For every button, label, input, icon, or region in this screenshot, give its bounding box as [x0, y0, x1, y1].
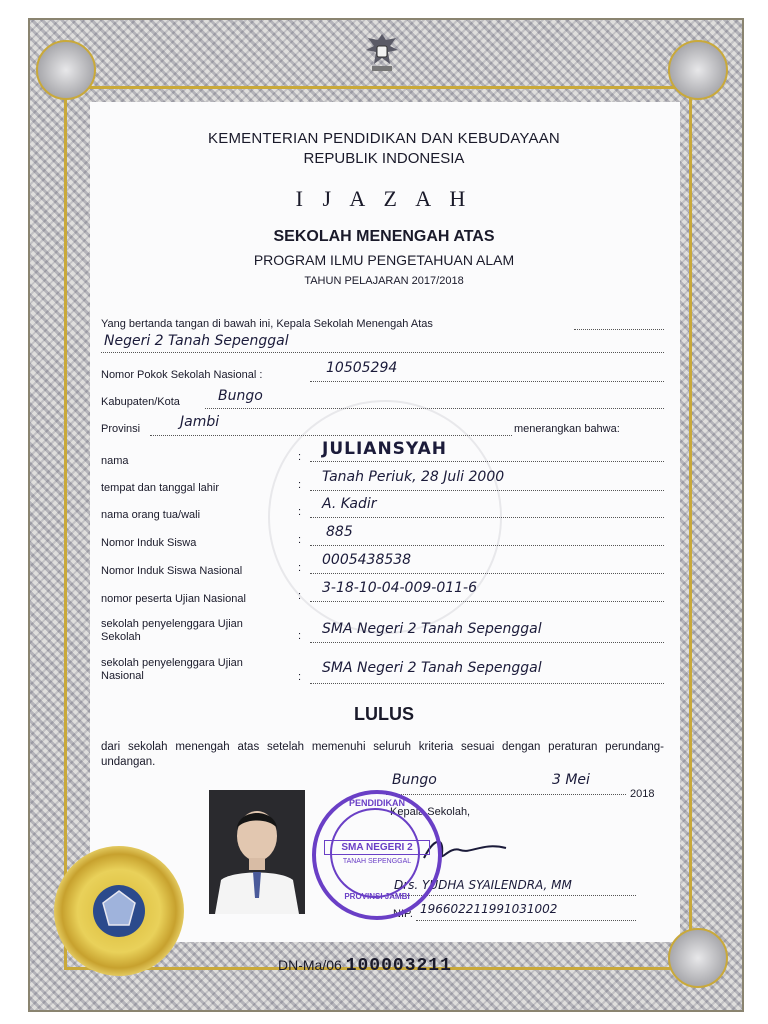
- student-photo: [209, 790, 305, 914]
- graduation-status: LULUS: [354, 704, 414, 724]
- corner-medallion-top-right: [668, 40, 728, 100]
- national-exam-label-2: Nasional: [101, 670, 144, 682]
- birth-place-date: Tanah Periuk, 28 Juli 2000: [322, 469, 505, 485]
- corner-medallion-bottom-right: [668, 928, 728, 988]
- dotted-line: [310, 642, 664, 643]
- field-label: nama: [101, 455, 129, 467]
- provinsi-label: Provinsi: [101, 423, 141, 435]
- principal-role: Kepala Sekolah,: [390, 806, 471, 818]
- colon: :: [298, 562, 302, 574]
- colon: :: [298, 590, 302, 602]
- academic-year: TAHUN PELAJARAN 2017/2018: [304, 275, 464, 287]
- dotted-line: [310, 573, 664, 574]
- program-name: PROGRAM ILMU PENGETAHUAN ALAM: [253, 252, 515, 268]
- school-exam-label: sekolah penyelenggara Ujian: [101, 618, 243, 630]
- school-name-handwritten: Negeri 2 Tanah Sepenggal: [104, 333, 289, 349]
- document-title: I J A Z A H: [295, 186, 473, 211]
- npsn-value: 10505294: [326, 360, 398, 376]
- exam-number: 3-18-10-04-009-011-6: [322, 580, 478, 596]
- school-exam-label-2: Sekolah: [101, 631, 141, 643]
- garuda-emblem-icon: [362, 30, 402, 76]
- school-stamp: PENDIDIKAN SMA NEGERI 2 TANAH SEPENGGAL PROVINSI JAMBI: [312, 790, 442, 920]
- dotted-line: [310, 683, 664, 684]
- tut-wuri-handayani-icon: [89, 881, 149, 941]
- colon: :: [298, 534, 302, 546]
- kabupaten-value: Bungo: [218, 388, 263, 404]
- national-exam-value: SMA Negeri 2 Tanah Sepenggal: [322, 660, 542, 676]
- school-exam-value: SMA Negeri 2 Tanah Sepenggal: [322, 621, 542, 637]
- colon: :: [298, 630, 302, 642]
- student-name: JULIANSYAH: [322, 439, 447, 459]
- dotted-line: [205, 408, 664, 409]
- dotted-line: [416, 920, 636, 921]
- kabupaten-label: Kabupaten/Kota: [101, 396, 180, 408]
- dotted-line: [574, 329, 664, 330]
- graduation-text: dari sekolah menengah atas setelah memenuhi seluruh kriteria sesuai dengan peraturan perundang-undangan.: [101, 741, 664, 768]
- nis-value: 885: [326, 524, 353, 540]
- field-label: Nomor Induk Siswa: [101, 537, 197, 549]
- intro-statement: Yang bertanda tangan di bawah ini, Kepala Sekolah Menengah Atas: [101, 318, 433, 330]
- provinsi-value: Jambi: [180, 414, 220, 430]
- field-label: nama orang tua/wali: [101, 509, 201, 521]
- nisn-value: 0005438538: [322, 552, 412, 568]
- field-label: tempat dan tanggal lahir: [101, 482, 220, 494]
- dotted-line: [310, 490, 664, 491]
- colon: :: [298, 506, 302, 518]
- ministry-name: KEMENTERIAN PENDIDIKAN DAN KEBUDAYAAN: [208, 130, 560, 147]
- npsn-label: Nomor Pokok Sekolah Nasional :: [101, 369, 263, 381]
- national-exam-label: sekolah penyelenggara Ujian: [101, 657, 243, 669]
- colon: :: [298, 451, 302, 463]
- dotted-line: [310, 601, 664, 602]
- hologram-seal: [54, 846, 184, 976]
- serial-number: [278, 956, 452, 976]
- colon: :: [298, 479, 302, 491]
- dotted-line: [310, 381, 664, 382]
- sign-place: Bungo: [392, 772, 437, 788]
- serial-prefix: DN-Ma/06: [278, 957, 342, 973]
- nip-value: 196602211991031002: [420, 902, 558, 916]
- dotted-line: [310, 461, 664, 462]
- dotted-line: [101, 352, 664, 353]
- menerangkan-label: menerangkan bahwa:: [514, 423, 620, 435]
- parent-name: A. Kadir: [322, 496, 377, 512]
- sign-year: 2018: [630, 788, 655, 800]
- dotted-line: [310, 517, 664, 518]
- nip-label: NIP.: [393, 908, 413, 920]
- school-level: SEKOLAH MENENGAH ATAS: [273, 228, 495, 245]
- republic-name: REPUBLIK INDONESIA: [303, 150, 465, 167]
- dotted-line: [310, 545, 664, 546]
- principal-name: Drs. YUDHA SYAILENDRA, MM: [394, 878, 572, 892]
- field-label: Nomor Induk Siswa Nasional: [101, 565, 243, 577]
- sign-day-month: 3 Mei: [552, 772, 590, 788]
- colon: :: [298, 671, 302, 683]
- corner-medallion-top-left: [36, 40, 96, 100]
- serial-value: 100003211: [345, 956, 452, 976]
- field-label: nomor peserta Ujian Nasional: [101, 593, 246, 605]
- dotted-line: [386, 794, 626, 795]
